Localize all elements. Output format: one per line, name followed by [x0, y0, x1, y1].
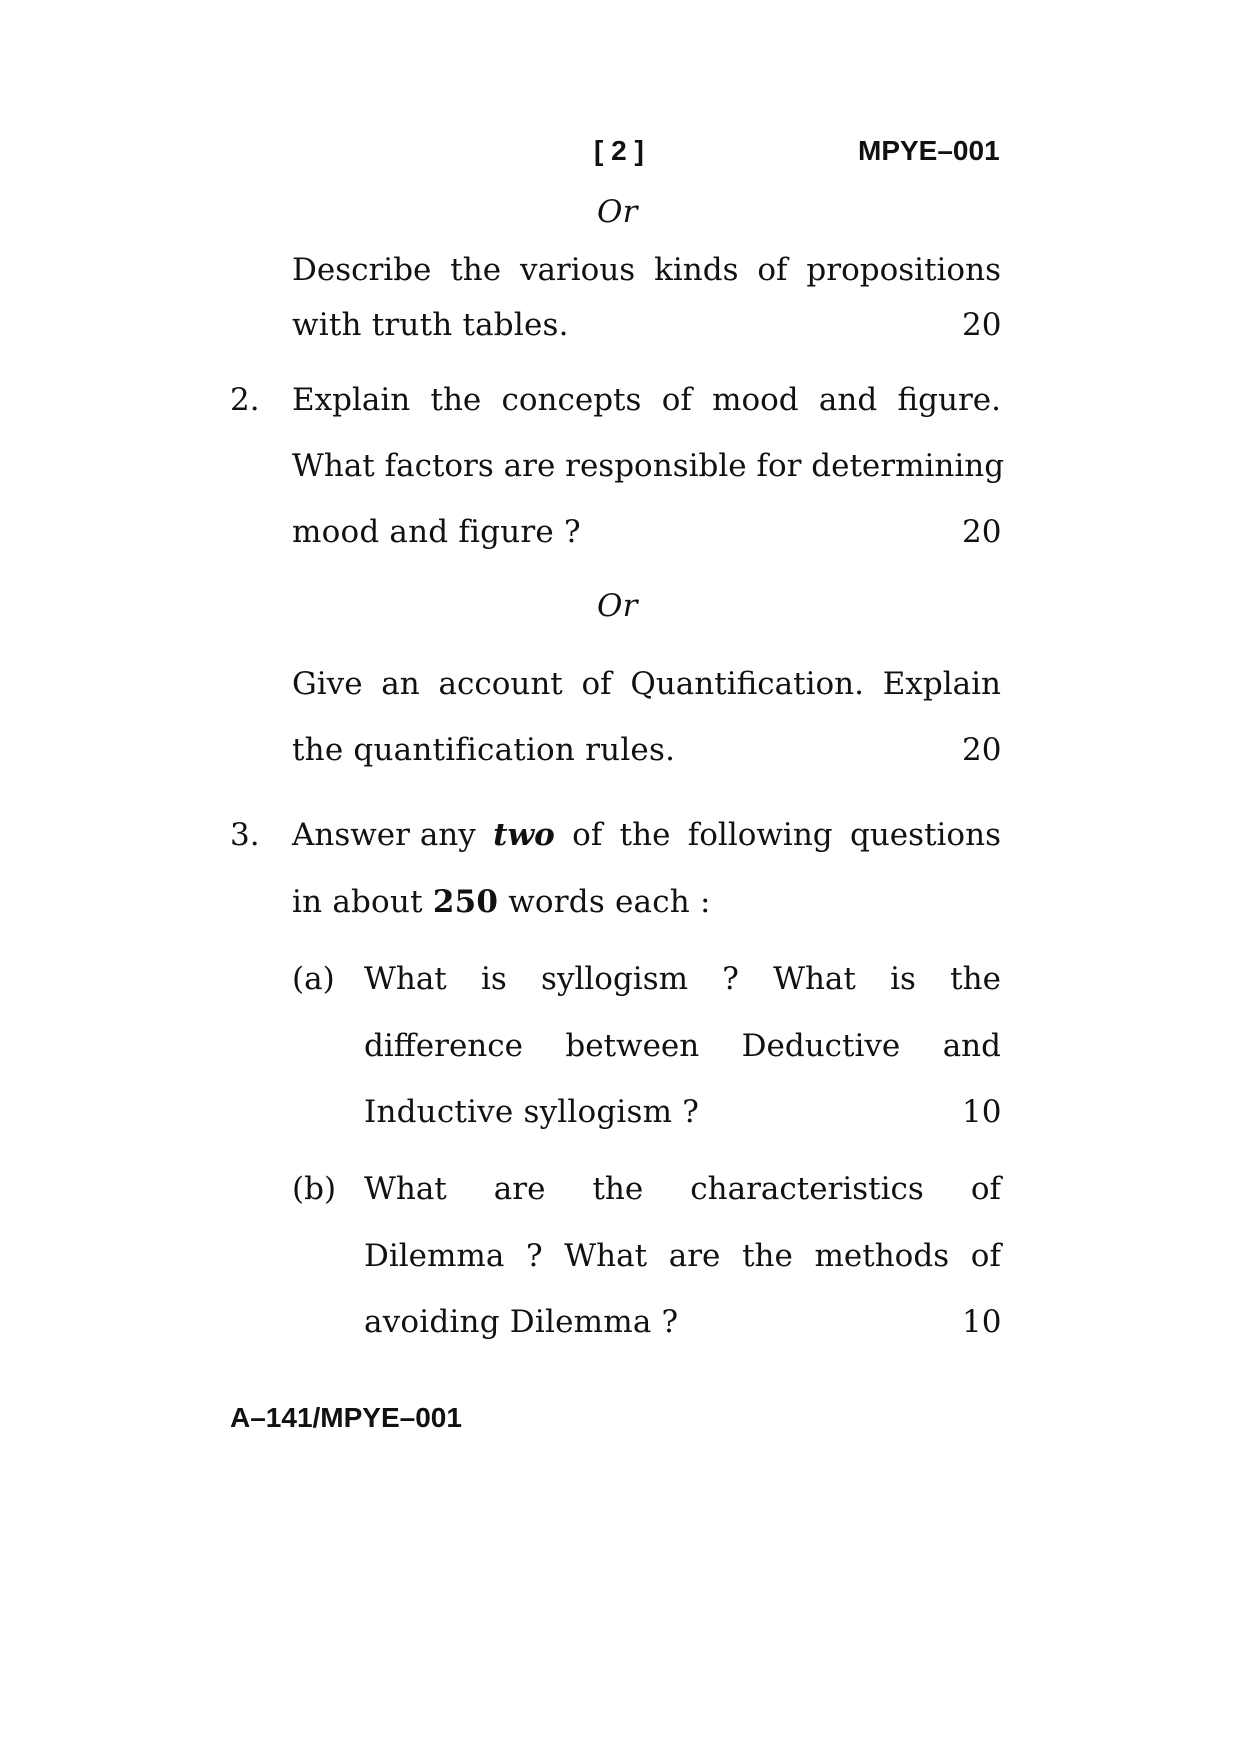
q3a-marks: 10 — [962, 1094, 1002, 1130]
q3b-line3: avoiding Dilemma ? — [364, 1304, 679, 1340]
paper-code: MPYE–001 — [858, 135, 1000, 166]
q2-line3: mood and figure ? — [292, 514, 581, 550]
or-separator: Or — [597, 194, 638, 230]
page-number: [ 2 ] — [594, 135, 644, 166]
or-separator-2: Or — [597, 588, 638, 624]
q3b-marks: 10 — [962, 1304, 1002, 1340]
q3a-line2: difference between Deductive and — [364, 1028, 1001, 1064]
q3-line1: Answer any two of the following questions — [292, 817, 1001, 853]
q3a-line1: What is syllogism ? What is the — [364, 961, 1001, 997]
q3a-label: (a) — [292, 961, 335, 997]
q2-alt-marks: 20 — [962, 732, 1002, 768]
q1-alt-line1: Describe the various kinds of propositions — [292, 252, 1001, 288]
q2-line1: Explain the concepts of mood and figure. — [292, 382, 1001, 418]
q3b-line2: Dilemma ? What are the methods of — [364, 1238, 1001, 1274]
q3a-line3: Inductive syllogism ? — [364, 1094, 700, 1130]
q1-alt-line2: with truth tables. — [292, 307, 569, 343]
q2-alt-line1: Give an account of Quantification. Explain — [292, 666, 1001, 702]
q3b-label: (b) — [292, 1171, 337, 1207]
q2-number: 2. — [230, 382, 260, 418]
q3b-line1: What are the characteristics of — [364, 1171, 1001, 1207]
q2-alt-line2: the quantification rules. — [292, 732, 676, 768]
q1-alt-marks: 20 — [962, 307, 1002, 343]
q2-line2: What factors are responsible for determining — [292, 448, 1005, 484]
q3-number: 3. — [230, 817, 260, 853]
q3-line2: in about 250 words each : — [292, 884, 711, 920]
q2-marks: 20 — [962, 514, 1002, 550]
footer-code: A–141/MPYE–001 — [230, 1402, 462, 1433]
